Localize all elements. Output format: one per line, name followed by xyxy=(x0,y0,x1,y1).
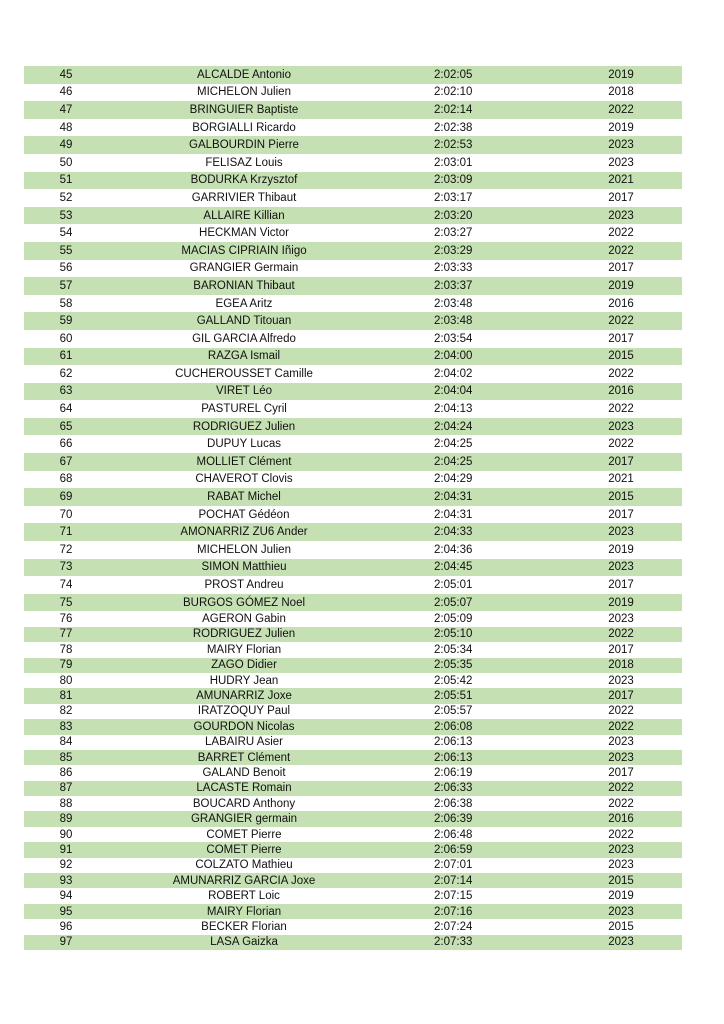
year-cell: 2023 xyxy=(608,736,634,749)
table-row xyxy=(24,383,682,401)
table-row xyxy=(24,418,682,436)
time-cell: 2:02:05 xyxy=(434,68,473,81)
table-row xyxy=(24,207,682,225)
rank-cell: 75 xyxy=(59,596,73,609)
name-cell: LASA Gaizka xyxy=(210,936,278,949)
rank-cell: 73 xyxy=(59,561,73,574)
name-cell: GIL GARCIA Alfredo xyxy=(192,332,296,345)
table-row xyxy=(24,295,682,313)
time-cell: 2:04:02 xyxy=(434,367,473,380)
table-row xyxy=(24,136,682,154)
table-row xyxy=(24,435,682,453)
time-cell: 2:05:51 xyxy=(434,690,473,703)
time-cell: 2:02:14 xyxy=(434,103,473,116)
name-cell: BOUCARD Anthony xyxy=(192,797,296,810)
name-cell: BECKER Florian xyxy=(201,920,287,933)
table-row xyxy=(24,576,682,594)
table-row xyxy=(24,765,682,780)
time-cell: 2:07:33 xyxy=(434,936,473,949)
rank-cell: 94 xyxy=(59,890,73,903)
table-row xyxy=(24,842,682,857)
table-row xyxy=(24,796,682,811)
time-cell: 2:06:59 xyxy=(434,843,473,856)
name-cell: MOLLIET Clément xyxy=(196,455,292,468)
time-cell: 2:03:48 xyxy=(434,315,473,328)
table-row xyxy=(24,811,682,826)
rank-cell: 57 xyxy=(59,279,73,292)
rank-cell: 48 xyxy=(59,121,73,134)
year-cell: 2019 xyxy=(608,596,634,609)
time-cell: 2:05:10 xyxy=(434,628,473,641)
year-cell: 2023 xyxy=(608,859,634,872)
year-cell: 2023 xyxy=(608,674,634,687)
table-row xyxy=(24,904,682,919)
name-cell: COLZATO Mathieu xyxy=(195,859,293,872)
time-cell: 2:03:20 xyxy=(434,209,473,222)
time-cell: 2:04:45 xyxy=(434,561,473,574)
time-cell: 2:03:54 xyxy=(434,332,473,345)
year-cell: 2023 xyxy=(608,751,634,764)
time-cell: 2:07:01 xyxy=(434,859,473,872)
year-cell: 2016 xyxy=(608,813,634,826)
table-row xyxy=(24,84,682,102)
time-cell: 2:06:13 xyxy=(434,751,473,764)
time-cell: 2:04:00 xyxy=(434,350,473,363)
name-cell: BRINGUIER Baptiste xyxy=(189,103,299,116)
table-row xyxy=(24,559,682,577)
time-cell: 2:05:09 xyxy=(434,613,473,626)
table-row xyxy=(24,858,682,873)
table-row xyxy=(24,453,682,471)
year-cell: 2015 xyxy=(608,350,634,363)
year-cell: 2023 xyxy=(608,209,634,222)
time-cell: 2:05:07 xyxy=(434,596,473,609)
time-cell: 2:03:37 xyxy=(434,279,473,292)
rank-cell: 59 xyxy=(59,315,73,328)
rank-cell: 47 xyxy=(59,103,73,116)
rank-cell: 72 xyxy=(59,543,73,556)
rank-cell: 62 xyxy=(59,367,73,380)
rank-cell: 58 xyxy=(59,297,73,310)
time-cell: 2:07:24 xyxy=(434,920,473,933)
rank-cell: 87 xyxy=(59,782,73,795)
rank-cell: 49 xyxy=(59,139,73,152)
name-cell: EGEA Aritz xyxy=(215,297,273,310)
name-cell: COMET Pierre xyxy=(206,843,282,856)
time-cell: 2:05:35 xyxy=(434,659,473,672)
rank-cell: 52 xyxy=(59,191,73,204)
name-cell: IRATZOQUY Paul xyxy=(197,705,291,718)
table-row xyxy=(24,873,682,888)
table-row xyxy=(24,66,682,84)
rank-cell: 97 xyxy=(59,936,73,949)
year-cell: 2019 xyxy=(608,543,634,556)
name-cell: FELISAZ Louis xyxy=(205,156,283,169)
name-cell: GARRIVIER Thibaut xyxy=(191,191,297,204)
rank-cell: 91 xyxy=(59,843,73,856)
year-cell: 2019 xyxy=(608,890,634,903)
table-row xyxy=(24,719,682,734)
name-cell: GRANGIER germain xyxy=(190,813,298,826)
name-cell: ALLAIRE Killian xyxy=(203,209,285,222)
rank-cell: 55 xyxy=(59,244,73,257)
time-cell: 2:03:17 xyxy=(434,191,473,204)
table-row xyxy=(24,627,682,642)
table-row xyxy=(24,642,682,657)
year-cell: 2017 xyxy=(608,643,634,656)
name-cell: RODRIGUEZ Julien xyxy=(192,420,296,433)
rank-cell: 74 xyxy=(59,579,73,592)
time-cell: 2:04:31 xyxy=(434,491,473,504)
rank-cell: 93 xyxy=(59,874,73,887)
time-cell: 2:06:39 xyxy=(434,813,473,826)
name-cell: HECKMAN Victor xyxy=(199,227,289,240)
name-cell: BODURKA Krzysztof xyxy=(190,174,298,187)
year-cell: 2022 xyxy=(608,244,634,257)
time-cell: 2:03:01 xyxy=(434,156,473,169)
name-cell: MACIAS CIPRIAIN Iñigo xyxy=(181,244,307,257)
rank-cell: 53 xyxy=(59,209,73,222)
rank-cell: 65 xyxy=(59,420,73,433)
table-row xyxy=(24,506,682,524)
time-cell: 2:03:27 xyxy=(434,227,473,240)
time-cell: 2:03:48 xyxy=(434,297,473,310)
year-cell: 2023 xyxy=(608,843,634,856)
rank-cell: 45 xyxy=(59,68,73,81)
name-cell: MICHELON Julien xyxy=(197,543,291,556)
time-cell: 2:03:29 xyxy=(434,244,473,257)
rank-cell: 95 xyxy=(59,905,73,918)
rank-cell: 76 xyxy=(59,613,73,626)
name-cell: BURGOS GÓMEZ Noel xyxy=(182,596,306,609)
time-cell: 2:05:01 xyxy=(434,579,473,592)
rank-cell: 88 xyxy=(59,797,73,810)
table-row xyxy=(24,827,682,842)
time-cell: 2:04:31 xyxy=(434,508,473,521)
year-cell: 2019 xyxy=(608,121,634,134)
name-cell: GRANGIER Germain xyxy=(189,262,299,275)
table-row xyxy=(24,242,682,260)
year-cell: 2023 xyxy=(608,561,634,574)
year-cell: 2015 xyxy=(608,491,634,504)
time-cell: 2:06:48 xyxy=(434,828,473,841)
year-cell: 2016 xyxy=(608,297,634,310)
table-row xyxy=(24,101,682,119)
rank-cell: 60 xyxy=(59,332,73,345)
time-cell: 2:06:13 xyxy=(434,736,473,749)
name-cell: PROST Andreu xyxy=(204,579,284,592)
year-cell: 2017 xyxy=(608,191,634,204)
rank-cell: 89 xyxy=(59,813,73,826)
name-cell: LABAIRU Asier xyxy=(205,736,283,749)
table-row xyxy=(24,541,682,559)
year-cell: 2019 xyxy=(608,68,634,81)
name-cell: BORGIALLI Ricardo xyxy=(192,121,296,134)
rank-cell: 80 xyxy=(59,674,73,687)
table-row xyxy=(24,365,682,383)
year-cell: 2016 xyxy=(608,385,634,398)
year-cell: 2023 xyxy=(608,156,634,169)
time-cell: 2:04:36 xyxy=(434,543,473,556)
table-row xyxy=(24,658,682,673)
name-cell: AMUNARRIZ GARCIA Joxe xyxy=(172,874,316,887)
name-cell: GOURDON Nicolas xyxy=(193,720,295,733)
year-cell: 2022 xyxy=(608,628,634,641)
table-row xyxy=(24,348,682,366)
table-row xyxy=(24,688,682,703)
year-cell: 2022 xyxy=(608,438,634,451)
name-cell: MAIRY Florian xyxy=(206,905,282,918)
table-row xyxy=(24,594,682,612)
table-row xyxy=(24,750,682,765)
name-cell: VIRET Léo xyxy=(215,385,273,398)
name-cell: POCHAT Gédéon xyxy=(198,508,290,521)
table-row xyxy=(24,919,682,934)
time-cell: 2:05:57 xyxy=(434,705,473,718)
rank-cell: 86 xyxy=(59,767,73,779)
year-cell: 2023 xyxy=(608,526,634,539)
year-cell: 2022 xyxy=(608,797,634,810)
table-row xyxy=(24,400,682,418)
rank-cell: 79 xyxy=(59,659,73,672)
time-cell: 2:06:08 xyxy=(434,720,473,733)
time-cell: 2:04:33 xyxy=(434,526,473,539)
time-cell: 2:07:14 xyxy=(434,874,473,887)
name-cell: AMONARRIZ ZU6 Ander xyxy=(180,526,308,539)
name-cell: MICHELON Julien xyxy=(197,86,291,99)
table-row xyxy=(24,704,682,719)
table-row xyxy=(24,735,682,750)
year-cell: 2019 xyxy=(608,279,634,292)
time-cell: 2:04:04 xyxy=(434,385,473,398)
rank-cell: 90 xyxy=(59,828,73,841)
time-cell: 2:02:53 xyxy=(434,139,473,152)
name-cell: CUCHEROUSSET Camille xyxy=(175,367,313,380)
year-cell: 2022 xyxy=(608,705,634,718)
time-cell: 2:03:33 xyxy=(434,262,473,275)
name-cell: GALBOURDIN Pierre xyxy=(189,139,299,152)
rank-cell: 66 xyxy=(59,438,73,451)
year-cell: 2018 xyxy=(608,86,634,99)
table-row xyxy=(24,277,682,295)
time-cell: 2:03:09 xyxy=(434,174,473,187)
year-cell: 2023 xyxy=(608,936,634,949)
rank-cell: 64 xyxy=(59,403,73,416)
time-cell: 2:06:33 xyxy=(434,782,473,795)
time-cell: 2:04:24 xyxy=(434,420,473,433)
name-cell: PASTUREL Cyril xyxy=(201,403,287,416)
name-cell: AGERON Gabin xyxy=(202,613,286,626)
name-cell: COMET Pierre xyxy=(206,828,282,841)
rank-cell: 84 xyxy=(59,736,73,749)
year-cell: 2017 xyxy=(608,767,634,779)
time-cell: 2:04:29 xyxy=(434,473,473,486)
year-cell: 2017 xyxy=(608,579,634,592)
rank-cell: 50 xyxy=(59,156,73,169)
name-cell: AMUNARRIZ Joxe xyxy=(196,690,292,703)
rank-cell: 63 xyxy=(59,385,73,398)
year-cell: 2023 xyxy=(608,420,634,433)
rank-cell: 83 xyxy=(59,720,73,733)
time-cell: 2:06:38 xyxy=(434,797,473,810)
name-cell: CHAVEROT Clovis xyxy=(195,473,293,486)
name-cell: SIMON Matthieu xyxy=(201,561,287,574)
time-cell: 2:02:38 xyxy=(434,121,473,134)
results-table xyxy=(24,66,682,950)
year-cell: 2022 xyxy=(608,227,634,240)
name-cell: ROBERT Loic xyxy=(208,890,280,903)
year-cell: 2021 xyxy=(608,473,634,486)
time-cell: 2:07:15 xyxy=(434,890,473,903)
rank-cell: 82 xyxy=(59,705,73,718)
rank-cell: 78 xyxy=(59,643,73,656)
year-cell: 2023 xyxy=(608,139,634,152)
year-cell: 2018 xyxy=(608,659,634,672)
time-cell: 2:07:16 xyxy=(434,905,473,918)
year-cell: 2022 xyxy=(608,782,634,795)
name-cell: LACASTE Romain xyxy=(196,782,292,795)
year-cell: 2022 xyxy=(608,103,634,116)
rank-cell: 69 xyxy=(59,491,73,504)
table-row xyxy=(24,260,682,278)
name-cell: MAIRY Florian xyxy=(206,643,282,656)
name-cell: RABAT Michel xyxy=(207,491,281,504)
year-cell: 2022 xyxy=(608,828,634,841)
time-cell: 2:06:19 xyxy=(434,767,473,779)
name-cell: BARONIAN Thibaut xyxy=(193,279,295,292)
name-cell: BARRET Clément xyxy=(197,751,291,764)
year-cell: 2015 xyxy=(608,874,634,887)
name-cell: ALCALDE Antonio xyxy=(197,68,291,81)
time-cell: 2:02:10 xyxy=(434,86,473,99)
rank-cell: 46 xyxy=(59,86,73,99)
table-row xyxy=(24,189,682,207)
time-cell: 2:04:13 xyxy=(434,403,473,416)
rank-cell: 67 xyxy=(59,455,73,468)
table-row xyxy=(24,611,682,626)
table-row xyxy=(24,224,682,242)
table-row xyxy=(24,172,682,190)
time-cell: 2:05:42 xyxy=(434,674,473,687)
table-row xyxy=(24,888,682,903)
table-row xyxy=(24,523,682,541)
year-cell: 2017 xyxy=(608,690,634,703)
name-cell: RAZGA Ismail xyxy=(207,350,281,363)
year-cell: 2023 xyxy=(608,905,634,918)
rank-cell: 81 xyxy=(59,690,73,703)
table-row xyxy=(24,488,682,506)
year-cell: 2022 xyxy=(608,720,634,733)
name-cell: RODRIGUEZ Julien xyxy=(192,628,296,641)
table-row xyxy=(24,935,682,950)
name-cell: GALLAND Titouan xyxy=(196,315,292,328)
year-cell: 2022 xyxy=(608,403,634,416)
rank-cell: 68 xyxy=(59,473,73,486)
name-cell: ZAGO Didier xyxy=(211,659,277,672)
table-row xyxy=(24,312,682,330)
rank-cell: 56 xyxy=(59,262,73,275)
table-row xyxy=(24,471,682,489)
year-cell: 2017 xyxy=(608,455,634,468)
year-cell: 2017 xyxy=(608,332,634,345)
time-cell: 2:04:25 xyxy=(434,455,473,468)
time-cell: 2:05:34 xyxy=(434,643,473,656)
year-cell: 2015 xyxy=(608,920,634,933)
rank-cell: 70 xyxy=(59,508,73,521)
name-cell: DUPUY Lucas xyxy=(207,438,281,451)
rank-cell: 96 xyxy=(59,920,73,933)
rank-cell: 51 xyxy=(59,174,73,187)
year-cell: 2017 xyxy=(608,262,634,275)
name-cell: GALAND Benoit xyxy=(202,767,286,779)
rank-cell: 77 xyxy=(59,628,73,641)
year-cell: 2022 xyxy=(608,315,634,328)
year-cell: 2022 xyxy=(608,367,634,380)
rank-cell: 71 xyxy=(59,526,73,539)
table-row xyxy=(24,154,682,172)
time-cell: 2:04:25 xyxy=(434,438,473,451)
table-row xyxy=(24,330,682,348)
year-cell: 2023 xyxy=(608,613,634,626)
year-cell: 2021 xyxy=(608,174,634,187)
rank-cell: 61 xyxy=(59,350,73,363)
rank-cell: 92 xyxy=(59,859,73,872)
rank-cell: 54 xyxy=(59,227,73,240)
table-row xyxy=(24,673,682,688)
table-row xyxy=(24,119,682,137)
table-row xyxy=(24,781,682,796)
rank-cell: 85 xyxy=(59,751,73,764)
year-cell: 2017 xyxy=(608,508,634,521)
name-cell: HUDRY Jean xyxy=(209,674,279,687)
